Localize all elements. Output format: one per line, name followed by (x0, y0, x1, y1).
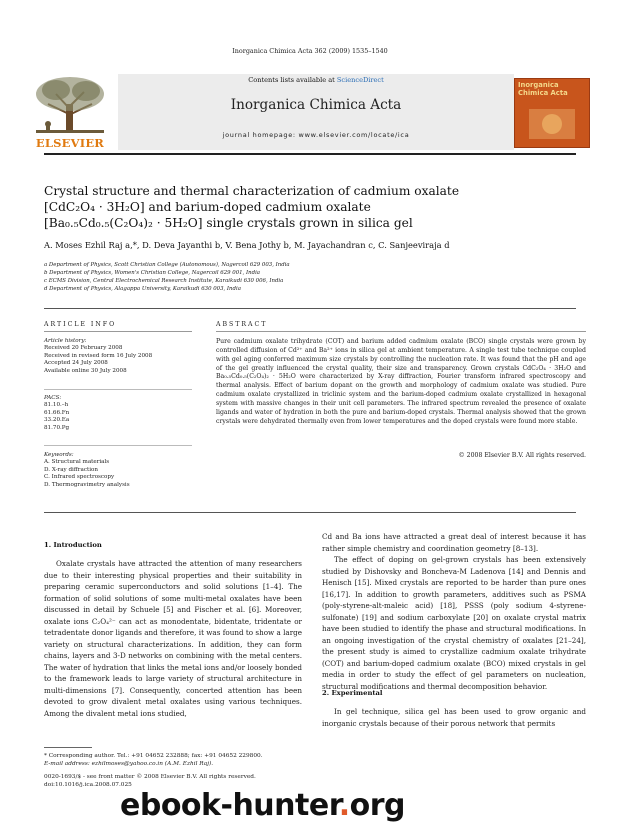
journal-banner (26, 74, 594, 150)
divider (44, 512, 576, 513)
contents-prefix: Contents lists available at (248, 76, 337, 84)
keyword-item: D. X-ray diffraction (44, 466, 98, 473)
divider (44, 445, 192, 446)
sciencedirect-link[interactable]: ScienceDirect (336, 76, 384, 84)
title-line: Crystal structure and thermal characterization of cadmium oxalate (44, 184, 460, 198)
pacs-item: 81.70.Pg (44, 424, 70, 431)
keywords-label: Keywords: (44, 452, 74, 458)
pacs-item: 33.20.Ea (44, 417, 70, 424)
title-line: [Ba₀.₅Cd₀.₅(C₂O₄)₂ · 5H₂O] single crystals grown in silica gel (44, 216, 413, 230)
history-label: Article history: (44, 338, 87, 344)
affiliation: b Department of Physics, Women's Christian College, Nagercoil 629 001, India (44, 270, 261, 276)
keyword-item: D. Thermogravimetry analysis (44, 481, 130, 488)
watermark (120, 788, 405, 823)
history-item: Received 20 February 2008 (44, 345, 123, 352)
affiliation: a Department of Physics, Scott Christian College (Autonomous), Nagercoil 629 003, India (44, 262, 290, 268)
intro-heading: 1. Introduction (44, 541, 102, 549)
keyword-item: A. Structural materials (44, 459, 110, 466)
experimental-heading: 2. Experimental (322, 689, 383, 697)
history-item: Received in revised form 16 July 2008 (44, 352, 153, 359)
article-history (44, 338, 192, 375)
divider (44, 389, 192, 390)
header-rule (44, 153, 576, 155)
abstract-copyright: © 2008 Elsevier B.V. All rights reserved. (458, 452, 586, 459)
author-list: A. Moses Ezhil Raj a,*, D. Deva Jayanthi b, V. Bena Jothy b, M. Jayachandran c, C. Sanjeeviraja d (44, 240, 450, 250)
doi[interactable]: doi:10.1016/j.ica.2008.07.025 (44, 782, 132, 788)
title-line: [CdC₂O₄ · 3H₂O] and barium-doped cadmium oxalate (44, 200, 371, 214)
keyword-item: C. Infrared spectroscopy (44, 474, 115, 481)
publisher-wordmark: ELSEVIER (35, 136, 105, 150)
watermark-dot: . (338, 788, 350, 823)
history-item: Accepted 24 July 2008 (44, 360, 108, 367)
footnote-rule (44, 747, 92, 748)
history-item: Available online 30 July 2008 (44, 367, 127, 374)
contents-line (118, 76, 514, 84)
pacs-item: 81.10.–h (44, 402, 69, 409)
abstract-body: Pure cadmium oxalate trihydrate (COT) and barium added cadmium oxalate (BCO) single crystals were grown by controlled diffusion of Cd²⁺ and Ba²⁺ ions in silica gel at ambient temperature. A single test tube technique coupled with gel aging conferred maximum size crystals by controlling the nucleation rate. It was found that the pH and age of the gel greatly influenced the crystal quality, their size and transparency. Grown crystals CdC₂O₄ · 3H₂O and Ba₀.₅Cd₀.₅(C₂O₄)₂ · 5H₂O were characterized by X-ray diffraction, Fourier transform infrared spectroscopy and thermal analysis. Effect of barium dopant on the growth and morphology of cadmium oxalate was studied. Pure cadmium oxalate crystallized in triclinic system and the barium-doped cadmium oxalate crystallized in hexagonal system with massive changes in their unit cell parameters. The infrared spectrum revealed the presence of oxalate ligands and water of hydration in both the pure and barium-doped crystals. Thermal analysis showed that the grown crystals were dehydrated thermally even from lower temperatures and the doped crystals were found more stable. (216, 338, 586, 425)
pacs-block (44, 395, 192, 432)
abstract-heading: ABSTRACT (216, 321, 268, 328)
footnote-corresponding: * Corresponding author. Tel.: +91 04652 232888; fax: +91 04652 229800. (44, 753, 263, 759)
divider (216, 331, 586, 332)
journal-title: Inorganica Chimica Acta (230, 97, 402, 113)
pacs-label: PACS: (44, 395, 62, 401)
pacs-item: 61.66.Fn (44, 409, 70, 416)
front-matter: 0020-1693/$ - see front matter © 2008 Elsevier B.V. All rights reserved. (44, 774, 256, 780)
journal-citation: Inorganica Chimica Acta 362 (2009) 1535–1540 (232, 47, 388, 55)
intro-paragraph: Oxalate crystals have attracted the attention of many researchers due to their interesting physical properties and their suitability in preparing ceramic superconductors and solid solutions [1–4]. The formation of solid solutions of some multi-metal oxalates have been discussed in detail by Schuele [5] and Fischer et al. [6]. Moreover, oxalate ions C₂O₄²⁻ can act as monodentate, bidentate, tridentate or tetradentate donor ligands and therefore, it was found to show a large variety on structural characterizations. In addition, they can form chains, layers and 3-D networks on combining with the metal centers. The water of hydration that links the metal ions and/or loosely bonded to the framework leads to large variety of structural architecture in multi-dimensions [7]. Consequently, concerted attention has been devoted to grow divalent metal oxalates using various techniques. Among the divalent metal ions studied, (44, 559, 302, 718)
article-info-heading: ARTICLE INFO (44, 321, 117, 328)
intro-continued (322, 531, 586, 692)
affiliation: c ECMS Division, Central Electrochemical Research Institute, Karaikudi 630 006, India (44, 278, 284, 284)
intro-right-paragraph: Cd and Ba ions have attracted a great deal of interest because it has rather simple chemistry and coordination geometry [8–13]. (322, 532, 586, 553)
watermark-suffix: org (349, 788, 406, 823)
journal-cover-thumbnail (514, 78, 590, 148)
article-title (44, 183, 584, 231)
intro-right-paragraph: The effect of doping on gel-grown crystals has been extensively studied by Dishovsky and Boncheva-M Ladenova [14] and Dennis and Henisch [15]. Mixed crystals are reported to be harder than pure ones [16,17]. In addition to growth parameters, additives such as PSMA (poly-styrene-alt-maleic acid) [18], PSSS (poly sodium 4-styrene-sulfonate) [19] and sodium carboxylate [20] on oxalate crystal matrix have been studied to identify the phase and structural modifications. In an ongoing investigation of the crystal chemistry of oxalates [21–24], the present study is aimed to crystallize cadmium oxalate trihydrate (COT) and barium-doped cadmium oxalate (BCO) mixed crystals in gel media in order to study the effect of gel parameters on nucleation, structural modifications and thermal decomposition behavior. (322, 555, 586, 691)
elsevier-tree-logo (26, 74, 114, 150)
affiliation: d Department of Physics, Alagappa University, Karaikudi 630 003, India (44, 286, 241, 292)
journal-homepage[interactable]: journal homepage: www.elsevier.com/locate/ica (222, 131, 410, 139)
experimental-paragraph: In gel technique, silica gel has been used to grow organic and inorganic crystals because of their porous network that permits (322, 707, 586, 728)
cover-art-icon (515, 79, 589, 147)
divider (44, 308, 576, 309)
cover-title: Inorganica Chimica Acta (518, 81, 568, 97)
divider (44, 331, 192, 332)
keywords-block (44, 452, 192, 489)
watermark-prefix: ebook-hunter (120, 788, 339, 823)
tree-icon (26, 74, 114, 136)
footnote-email[interactable]: E-mail address: ezhilmoses@yahoo.co.in (A.M. Ezhil Raj). (44, 761, 214, 767)
